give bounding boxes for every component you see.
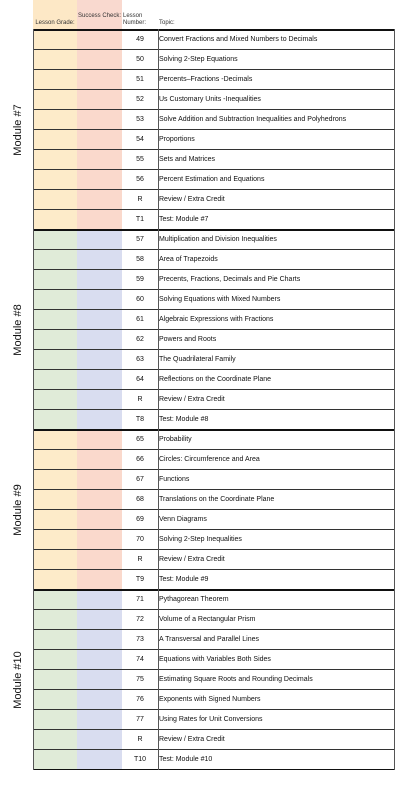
lesson-topic: Test: Module #10	[158, 750, 394, 770]
lesson-row	[0, 250, 414, 270]
lesson-number: 57	[122, 230, 158, 250]
success-check-cell[interactable]	[77, 110, 122, 130]
lesson-grade-cell[interactable]	[33, 350, 77, 370]
success-check-cell[interactable]	[77, 370, 122, 390]
lesson-row	[0, 330, 414, 350]
lesson-grade-cell[interactable]	[33, 330, 77, 350]
success-check-cell[interactable]	[77, 170, 122, 190]
lesson-number: 69	[122, 510, 158, 530]
lesson-row	[0, 610, 414, 630]
success-check-cell[interactable]	[77, 590, 122, 610]
lesson-grade-cell[interactable]	[33, 650, 77, 670]
lesson-row	[0, 290, 414, 310]
lesson-row	[0, 170, 414, 190]
lesson-grade-cell[interactable]	[33, 170, 77, 190]
module-section	[0, 30, 414, 230]
lesson-grade-cell[interactable]	[33, 410, 77, 430]
success-check-cell[interactable]	[77, 450, 122, 470]
lesson-grade-cell[interactable]	[33, 310, 77, 330]
lesson-number: 62	[122, 330, 158, 350]
lesson-number: 61	[122, 310, 158, 330]
lesson-number: 66	[122, 450, 158, 470]
lesson-number: 60	[122, 290, 158, 310]
lesson-topic: Translations on the Coordinate Plane	[158, 490, 394, 510]
module-section	[0, 590, 414, 770]
lesson-row	[0, 150, 414, 170]
lesson-row	[0, 670, 414, 690]
success-check-cell[interactable]	[77, 750, 122, 770]
lesson-grade-cell[interactable]	[33, 470, 77, 490]
success-check-cell[interactable]	[77, 430, 122, 450]
lesson-number: 74	[122, 650, 158, 670]
success-check-cell[interactable]	[77, 630, 122, 650]
lesson-row	[0, 270, 414, 290]
lesson-row	[0, 230, 414, 250]
lesson-row	[0, 190, 414, 210]
lesson-grade-cell[interactable]	[33, 70, 77, 90]
header-lesson-number: Lesson Number:	[123, 13, 147, 26]
lesson-grade-cell[interactable]	[33, 750, 77, 770]
module-divider	[33, 429, 394, 431]
lesson-row	[0, 690, 414, 710]
success-check-cell[interactable]	[77, 330, 122, 350]
lesson-topic: Estimating Square Roots and Rounding Decimals	[158, 670, 394, 690]
lesson-row	[0, 70, 414, 90]
lesson-number: 72	[122, 610, 158, 630]
module-divider	[33, 589, 394, 591]
lesson-topic: Us Customary Units -Inequalities	[158, 90, 394, 110]
lesson-number: 56	[122, 170, 158, 190]
lesson-grade-cell[interactable]	[33, 150, 77, 170]
header-lesson-grade: Lesson Grade:	[33, 0, 77, 30]
lesson-row	[0, 730, 414, 750]
success-check-cell[interactable]	[77, 290, 122, 310]
lesson-number: R	[122, 390, 158, 410]
lesson-topic: The Quadrilateral Family	[158, 350, 394, 370]
lesson-topic: Sets and Matrices	[158, 150, 394, 170]
lesson-number: 76	[122, 690, 158, 710]
lesson-number: 50	[122, 50, 158, 70]
lesson-grade-cell[interactable]	[33, 530, 77, 550]
lesson-number: 54	[122, 130, 158, 150]
lesson-row	[0, 630, 414, 650]
lesson-grade-cell[interactable]	[33, 90, 77, 110]
lesson-grade-cell[interactable]	[33, 230, 77, 250]
table-bottom-border	[33, 769, 394, 770]
module-label: Module #10	[12, 651, 24, 709]
lesson-grade-cell[interactable]	[33, 110, 77, 130]
lesson-row	[0, 90, 414, 110]
lesson-topic: Test: Module #8	[158, 410, 394, 430]
lesson-topic: Probability	[158, 430, 394, 450]
success-check-cell[interactable]	[77, 310, 122, 330]
lesson-number: T10	[122, 750, 158, 770]
success-check-cell[interactable]	[77, 570, 122, 590]
lesson-number: T9	[122, 570, 158, 590]
lesson-row	[0, 530, 414, 550]
lesson-grade-cell[interactable]	[33, 370, 77, 390]
success-check-cell[interactable]	[77, 690, 122, 710]
lesson-topic: Circles: Circumference and Area	[158, 450, 394, 470]
success-check-cell[interactable]	[77, 350, 122, 370]
lesson-row	[0, 450, 414, 470]
lesson-number: 63	[122, 350, 158, 370]
lesson-number: 75	[122, 670, 158, 690]
lesson-topic: Functions	[158, 470, 394, 490]
success-check-cell[interactable]	[77, 530, 122, 550]
lesson-grade-cell[interactable]	[33, 550, 77, 570]
lesson-row	[0, 510, 414, 530]
lesson-row	[0, 430, 414, 450]
lesson-topic: Multiplication and Division Inequalities	[158, 230, 394, 250]
success-check-cell[interactable]	[77, 30, 122, 50]
success-check-cell[interactable]	[77, 130, 122, 150]
right-border-line	[394, 29, 395, 770]
lesson-topic: Review / Extra Credit	[158, 190, 394, 210]
success-check-cell[interactable]	[77, 410, 122, 430]
lesson-grade-cell[interactable]	[33, 50, 77, 70]
success-check-cell[interactable]	[77, 730, 122, 750]
lesson-topic: Volume of a Rectangular Prism	[158, 610, 394, 630]
lesson-grade-cell[interactable]	[33, 130, 77, 150]
lesson-row	[0, 50, 414, 70]
lesson-number: 51	[122, 70, 158, 90]
module-divider	[33, 29, 394, 31]
lesson-topic: Equations with Variables Both Sides	[158, 650, 394, 670]
lesson-number: R	[122, 550, 158, 570]
lesson-topic: Solve Addition and Subtraction Inequalities and Polyhedrons	[158, 110, 394, 130]
success-check-cell[interactable]	[77, 50, 122, 70]
lesson-grade-cell[interactable]	[33, 450, 77, 470]
lesson-grade-cell[interactable]	[33, 710, 77, 730]
topic-column-line	[158, 29, 159, 770]
lesson-topic: A Transversal and Parallel Lines	[158, 630, 394, 650]
lesson-number: R	[122, 190, 158, 210]
success-check-cell[interactable]	[77, 270, 122, 290]
lesson-row	[0, 590, 414, 610]
success-check-cell[interactable]	[77, 550, 122, 570]
lesson-grade-cell[interactable]	[33, 590, 77, 610]
success-check-cell[interactable]	[77, 510, 122, 530]
success-check-cell[interactable]	[77, 470, 122, 490]
lesson-topic: Solving Equations with Mixed Numbers	[158, 290, 394, 310]
lesson-topic: Solving 2-Step Inequalities	[158, 530, 394, 550]
lesson-grade-cell[interactable]	[33, 250, 77, 270]
module-divider	[33, 229, 394, 231]
lesson-topic: Percents–Fractions -Decimals	[158, 70, 394, 90]
lesson-grade-cell[interactable]	[33, 670, 77, 690]
lesson-number: T1	[122, 210, 158, 230]
lesson-topic: Pythagorean Theorem	[158, 590, 394, 610]
lesson-number: R	[122, 730, 158, 750]
lesson-topic: Convert Fractions and Mixed Numbers to Decimals	[158, 30, 394, 50]
lesson-row	[0, 710, 414, 730]
lesson-topic: Powers and Roots	[158, 330, 394, 350]
lesson-number: 53	[122, 110, 158, 130]
header-success-check: Success Check:	[77, 0, 122, 30]
lesson-grade-cell[interactable]	[33, 630, 77, 650]
lesson-topic: Test: Module #7	[158, 210, 394, 230]
lesson-topic: Venn Diagrams	[158, 510, 394, 530]
lesson-topic: Review / Extra Credit	[158, 390, 394, 410]
lesson-topic: Review / Extra Credit	[158, 550, 394, 570]
lesson-row	[0, 350, 414, 370]
lesson-grade-cell[interactable]	[33, 730, 77, 750]
success-check-cell[interactable]	[77, 670, 122, 690]
lesson-grade-cell[interactable]	[33, 610, 77, 630]
lesson-row	[0, 550, 414, 570]
lesson-grade-cell[interactable]	[33, 390, 77, 410]
lesson-topic: Exponents with Signed Numbers	[158, 690, 394, 710]
lesson-grade-cell[interactable]	[33, 290, 77, 310]
lesson-number: 64	[122, 370, 158, 390]
success-check-cell[interactable]	[77, 650, 122, 670]
lesson-grade-cell[interactable]	[33, 690, 77, 710]
lesson-topic: Percent Estimation and Equations	[158, 170, 394, 190]
lesson-row	[0, 570, 414, 590]
lesson-row	[0, 130, 414, 150]
success-check-cell[interactable]	[77, 70, 122, 90]
lesson-number: 73	[122, 630, 158, 650]
lesson-row	[0, 30, 414, 50]
lesson-number: 67	[122, 470, 158, 490]
success-check-cell[interactable]	[77, 150, 122, 170]
lesson-row	[0, 750, 414, 770]
lesson-number: 59	[122, 270, 158, 290]
lesson-grade-cell[interactable]	[33, 430, 77, 450]
lesson-row	[0, 390, 414, 410]
lesson-row	[0, 110, 414, 130]
lesson-grade-cell[interactable]	[33, 210, 77, 230]
lesson-row	[0, 490, 414, 510]
lesson-number: 49	[122, 30, 158, 50]
lesson-row	[0, 210, 414, 230]
lesson-number: 68	[122, 490, 158, 510]
lesson-row	[0, 470, 414, 490]
lesson-topic: Using Rates for Unit Conversions	[158, 710, 394, 730]
lesson-number: 65	[122, 430, 158, 450]
lesson-number: 77	[122, 710, 158, 730]
lesson-topic: Precents, Fractions, Decimals and Pie Charts	[158, 270, 394, 290]
success-check-cell[interactable]	[77, 250, 122, 270]
lesson-row	[0, 370, 414, 390]
success-check-cell[interactable]	[77, 190, 122, 210]
left-border-line	[33, 29, 34, 770]
success-check-cell[interactable]	[77, 390, 122, 410]
success-check-cell[interactable]	[77, 490, 122, 510]
success-check-cell[interactable]	[77, 710, 122, 730]
lesson-topic: Test: Module #9	[158, 570, 394, 590]
lesson-grade-cell[interactable]	[33, 30, 77, 50]
module-section	[0, 430, 414, 590]
module-label: Module #7	[12, 104, 24, 156]
lesson-grade-cell[interactable]	[33, 510, 77, 530]
lesson-topic: Area of Trapezoids	[158, 250, 394, 270]
success-check-cell[interactable]	[77, 210, 122, 230]
header-topic: Topic:	[159, 20, 175, 26]
lesson-number: 52	[122, 90, 158, 110]
success-check-cell[interactable]	[77, 90, 122, 110]
lesson-number: 70	[122, 530, 158, 550]
module-section	[0, 230, 414, 430]
lesson-topic: Proportions	[158, 130, 394, 150]
lesson-row	[0, 410, 414, 430]
module-label: Module #8	[12, 304, 24, 356]
lesson-grade-cell[interactable]	[33, 190, 77, 210]
lesson-number: 58	[122, 250, 158, 270]
success-check-cell[interactable]	[77, 610, 122, 630]
lesson-topic: Solving 2-Step Equations	[158, 50, 394, 70]
lesson-grade-cell[interactable]	[33, 490, 77, 510]
lesson-grade-cell[interactable]	[33, 270, 77, 290]
success-check-cell[interactable]	[77, 230, 122, 250]
lesson-row	[0, 650, 414, 670]
lesson-grade-cell[interactable]	[33, 570, 77, 590]
lesson-number: 71	[122, 590, 158, 610]
lesson-number: 55	[122, 150, 158, 170]
lesson-row	[0, 310, 414, 330]
lesson-topic: Review / Extra Credit	[158, 730, 394, 750]
module-label: Module #9	[12, 484, 24, 536]
lesson-number: T8	[122, 410, 158, 430]
lesson-topic: Algebraic Expressions with Fractions	[158, 310, 394, 330]
lesson-topic: Reflections on the Coordinate Plane	[158, 370, 394, 390]
